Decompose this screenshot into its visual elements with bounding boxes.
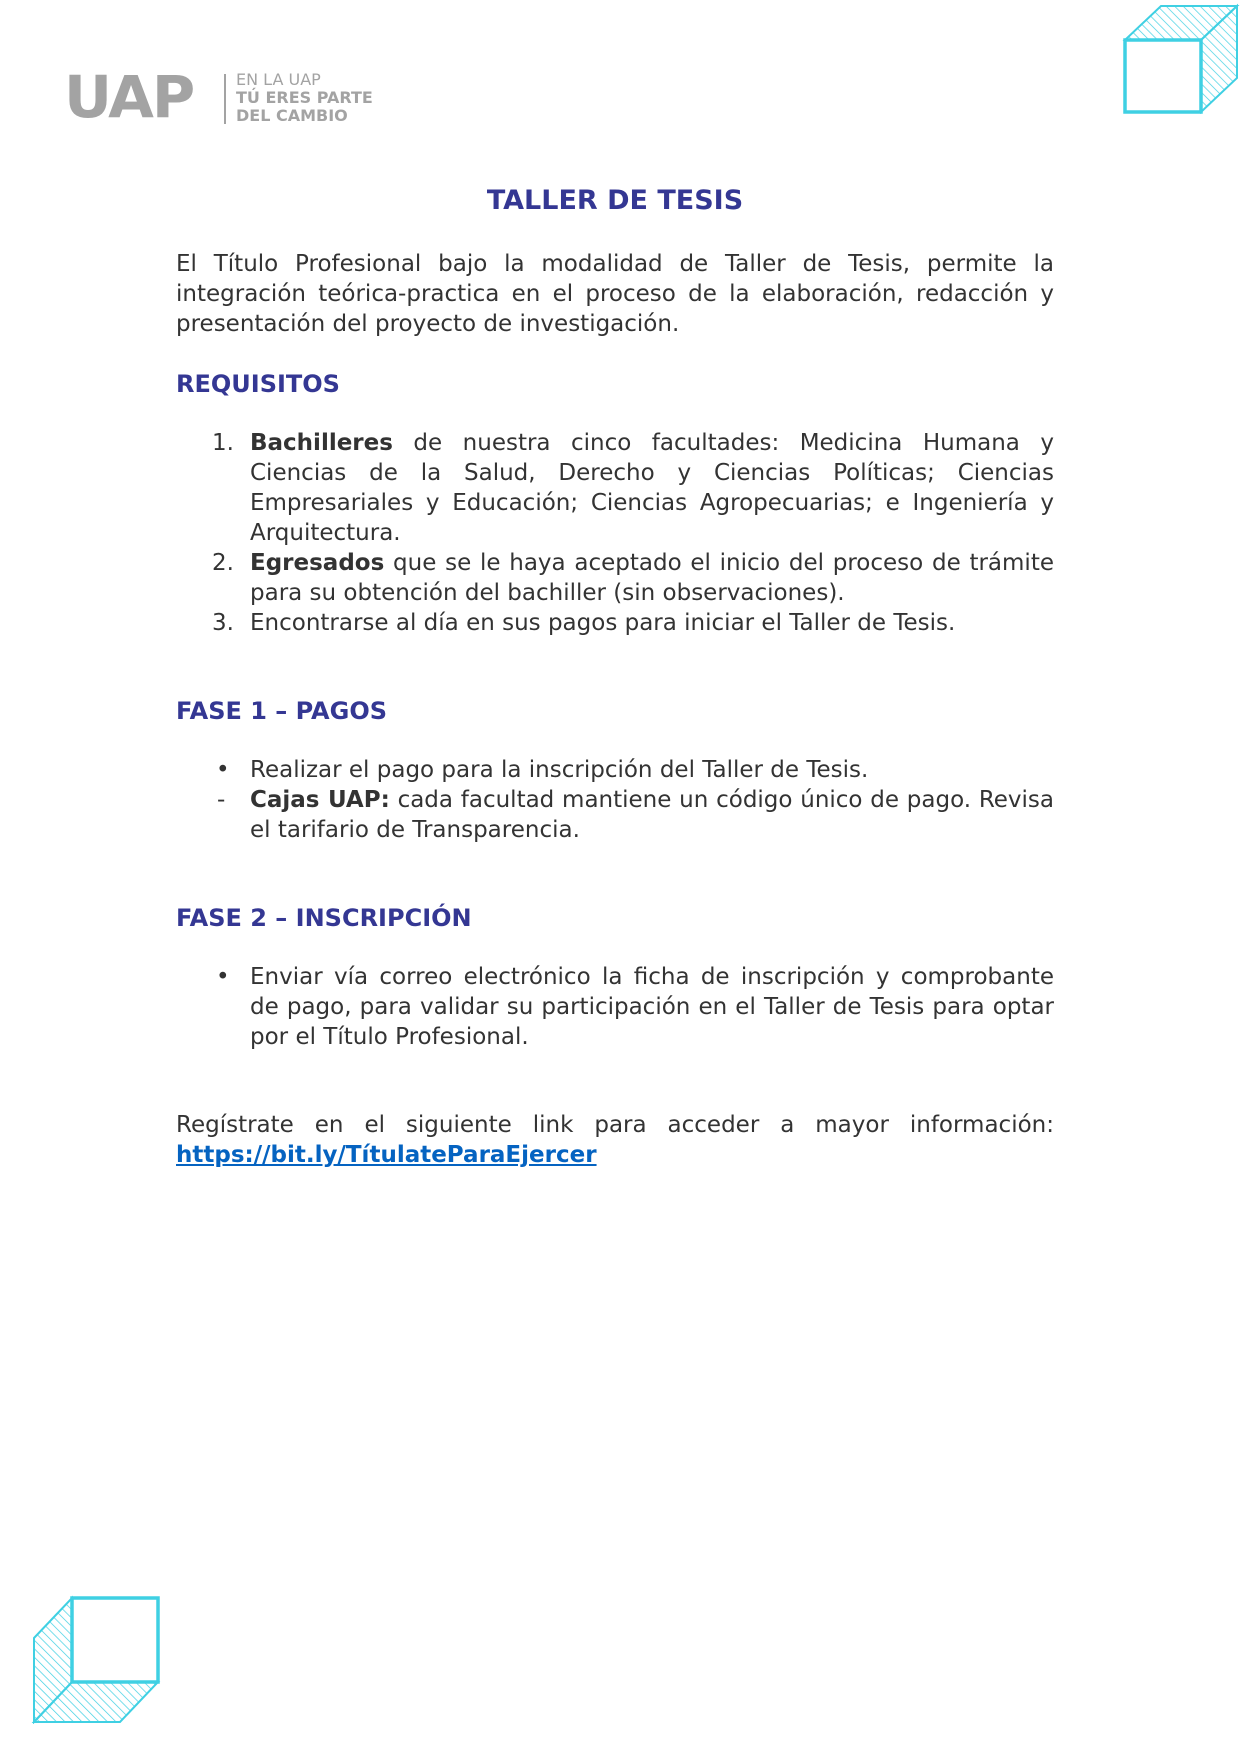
list-number: 1. — [212, 430, 234, 456]
requisito-item — [176, 548, 1054, 608]
logo-tagline-line3: DEL CAMBIO — [236, 106, 348, 125]
fase1-bold: Cajas UAP: — [250, 787, 390, 813]
requisito-bold: Bachilleres — [250, 430, 393, 456]
fase1-text: Realizar el pago para la inscripción del Taller de Tesis. — [250, 757, 869, 783]
list-number: 3. — [212, 610, 234, 636]
requisitos-list — [176, 428, 1054, 638]
fase1-text: cada facultad mantiene un código único de pago. Revisa el tarifario de Transparencia. — [250, 787, 1055, 843]
intro-paragraph: El Título Profesional bajo la modalidad de Taller de Tesis, permite la integración teórica-practica en el proceso de la elaboración, redacción y presentación del proyecto de investigación. — [176, 251, 1054, 337]
logo-tagline — [236, 71, 373, 125]
logo-tagline-line1: EN LA UAP — [236, 70, 321, 89]
bullet-icon: • — [216, 964, 230, 990]
bullet-icon: • — [216, 757, 230, 783]
dash-icon: - — [217, 787, 226, 813]
list-number: 2. — [212, 550, 234, 576]
fase1-item — [176, 785, 1054, 845]
requisitos-heading: REQUISITOS — [176, 370, 340, 398]
fase1-heading: FASE 1 – PAGOS — [176, 697, 388, 725]
logo-tagline-line2: TÚ ERES PARTE — [236, 88, 373, 107]
page-title: TALLER DE TESIS — [486, 185, 744, 216]
fase2-heading: FASE 2 – INSCRIPCIÓN — [176, 904, 472, 932]
cube-icon-bottom-left — [30, 1594, 166, 1724]
registro-block — [176, 1110, 1054, 1170]
registro-link[interactable]: https://bit.ly/TítulateParaEjercer — [176, 1142, 597, 1168]
registro-text: Regístrate en el siguiente link para acceder a mayor información: — [176, 1112, 1054, 1138]
logo-divider — [224, 74, 226, 124]
fase1-item — [176, 755, 1054, 785]
fase2-item — [176, 962, 1054, 1052]
requisito-bold: Egresados — [250, 550, 385, 576]
requisito-text: Encontrarse al día en sus pagos para iniciar el Taller de Tesis. — [250, 610, 956, 636]
requisito-item — [176, 428, 1054, 548]
fase2-text: Enviar vía correo electrónico la ficha de inscripción y comprobante de pago, para validar su participación en el Taller de Tesis para optar por el Título Profesional. — [250, 964, 1054, 1050]
requisito-item — [176, 608, 1054, 638]
fase2-list — [176, 962, 1054, 1052]
logo-mark: UAP — [64, 63, 194, 131]
requisito-text: de nuestra cinco facultades: Medicina Humana y Ciencias de la Salud, Derecho y Ciencias Políticas; Ciencias Empresariales y Educación; Ciencias Agropecuarias; e Ingeniería y Arquitectura. — [250, 430, 1054, 546]
document-body — [176, 180, 1054, 1170]
fase1-list — [176, 755, 1054, 845]
cube-icon-top-right — [1117, 0, 1241, 114]
requisito-text: que se le haya aceptado el inicio del proceso de trámite para su obtención del bachiller (sin observaciones). — [250, 550, 1054, 606]
